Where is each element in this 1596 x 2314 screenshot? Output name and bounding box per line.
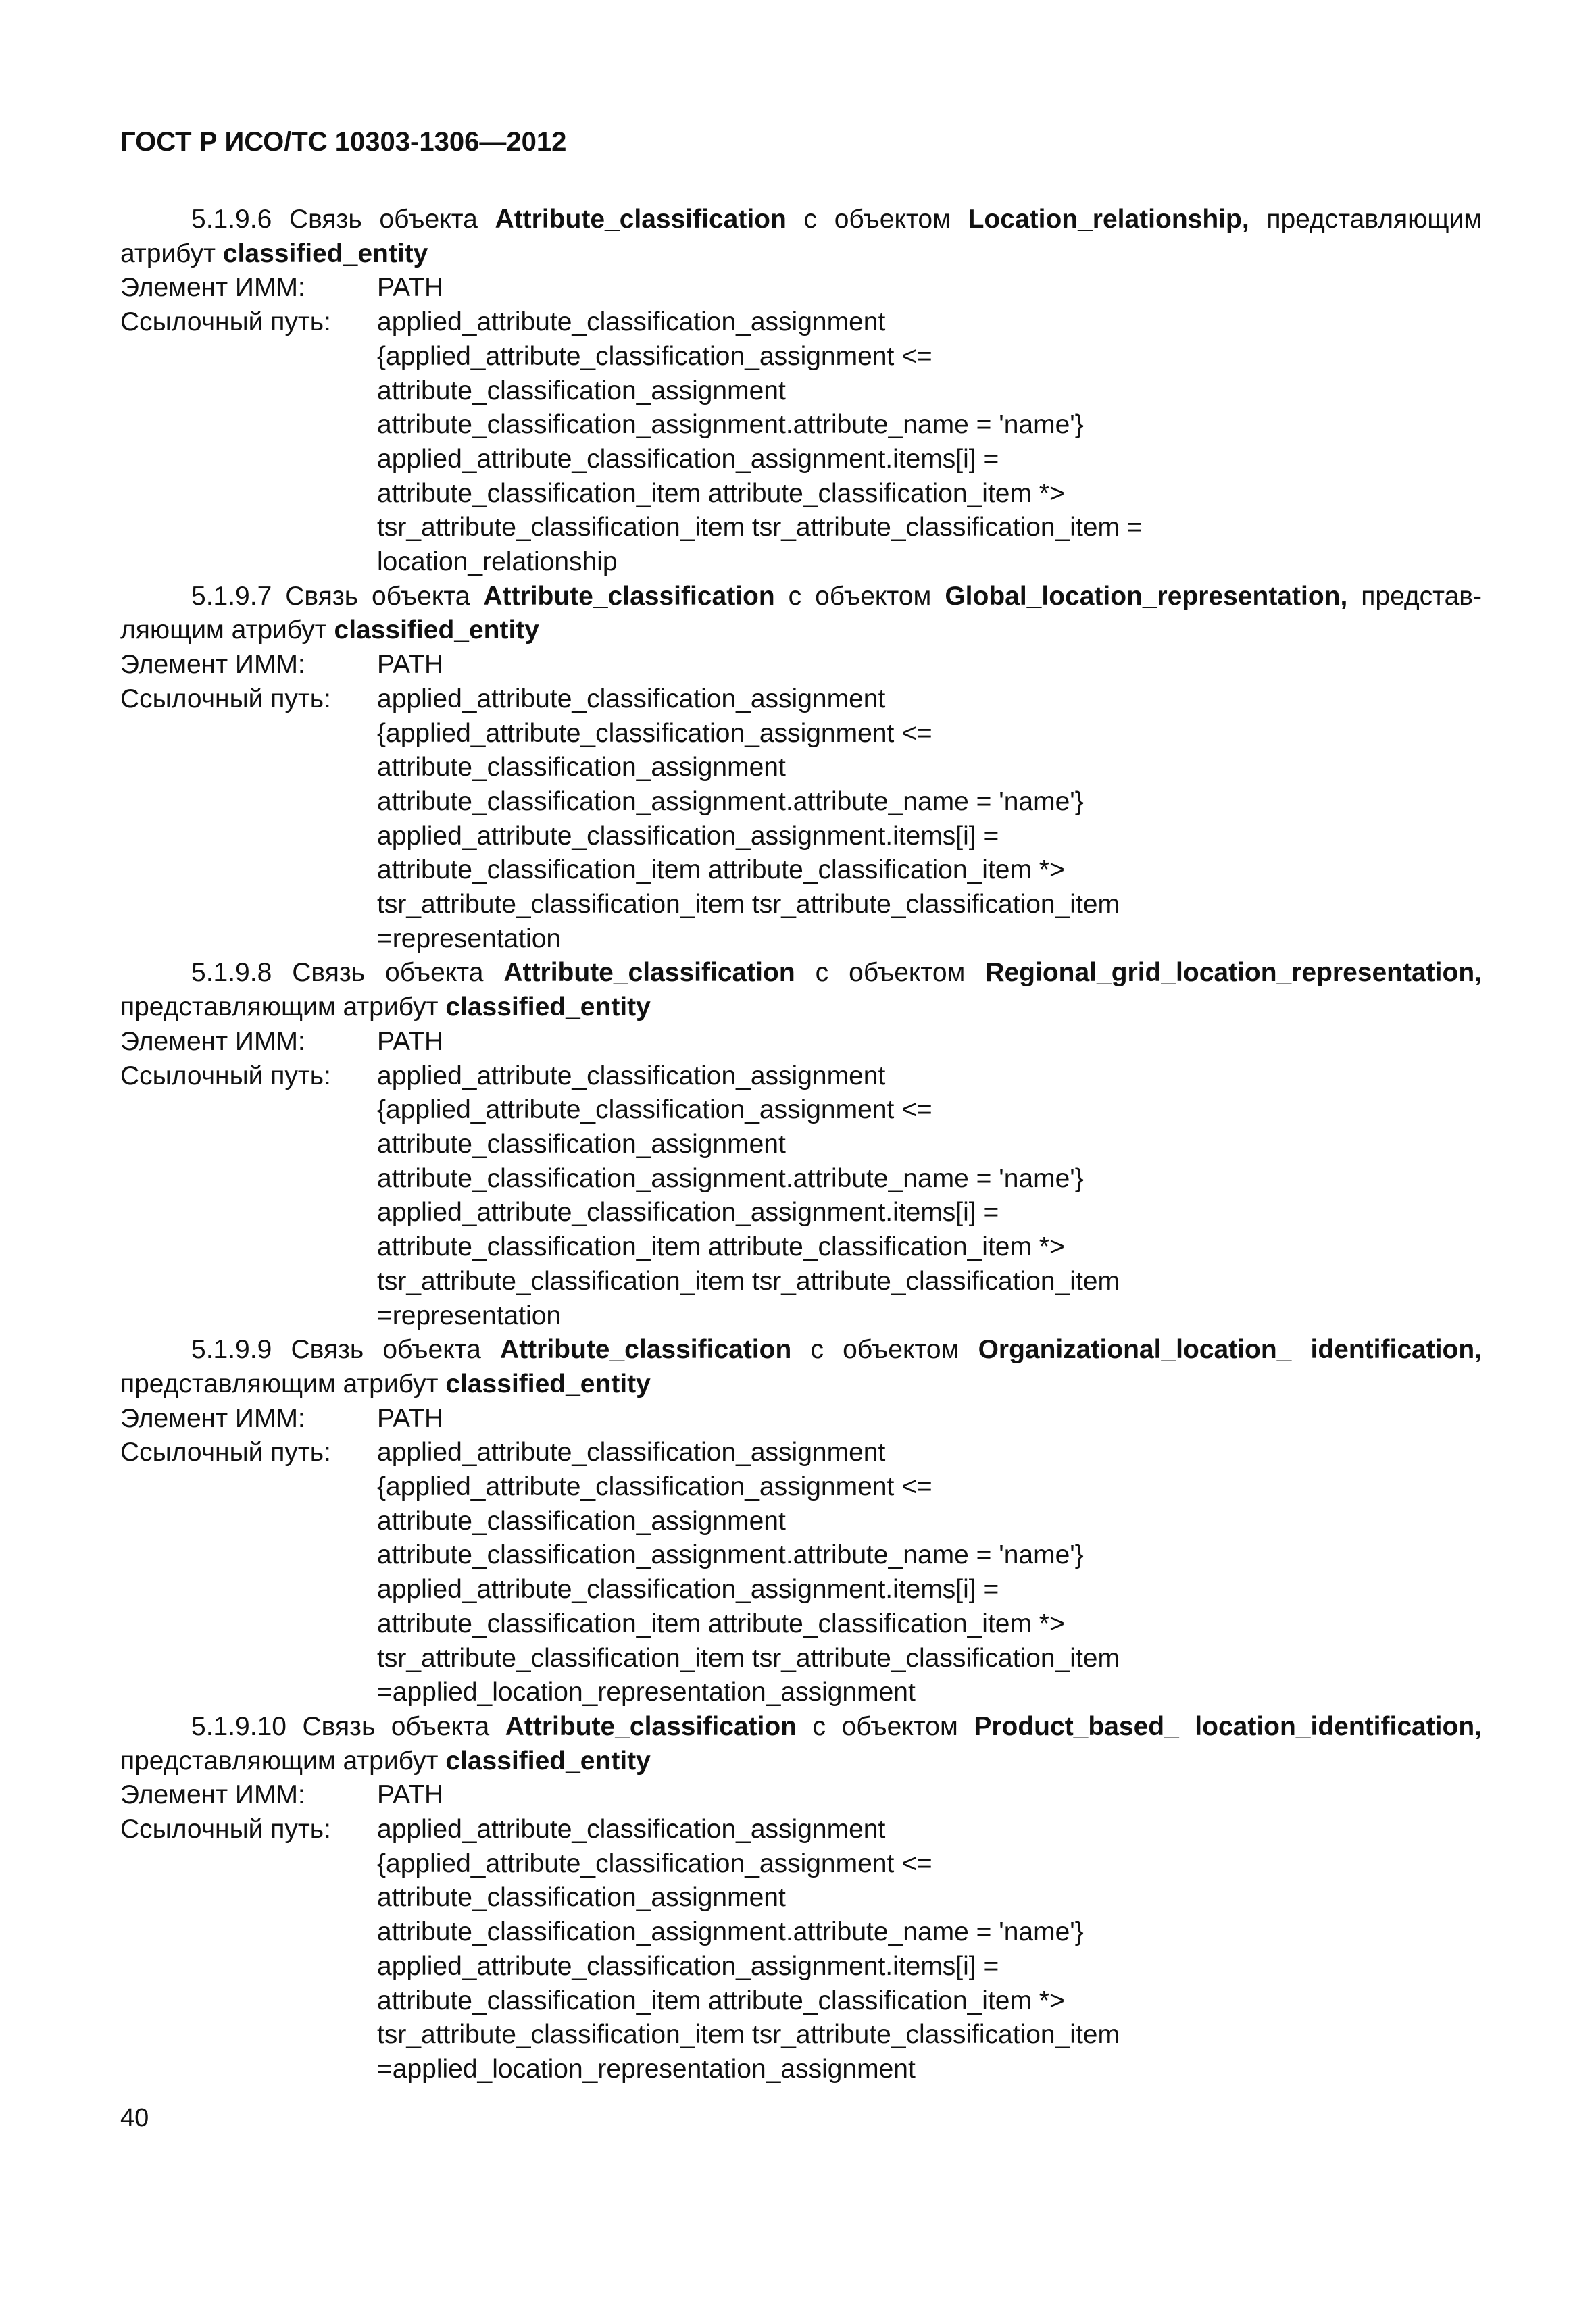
path-line: attribute_classification_assignment.attribute_name = 'name'} bbox=[377, 786, 1084, 816]
entity-name: Attribute_classification bbox=[505, 1711, 797, 1741]
path-line: attribute_classification_assignment.attribute_name = 'name'} bbox=[377, 1163, 1084, 1193]
target-entity: Global_location_representation, bbox=[945, 581, 1348, 611]
path-line: {applied_attribute_classification_assignment <= bbox=[377, 1095, 932, 1125]
reference-path-row bbox=[120, 682, 1482, 957]
target-entity: Location_relationship, bbox=[968, 205, 1249, 234]
aim-element-row bbox=[120, 1778, 1482, 1813]
entity-name: Attribute_classification bbox=[495, 205, 787, 234]
reference-path-row bbox=[120, 1813, 1482, 2087]
path-line: attribute_classification_item attribute_classification_item *> bbox=[377, 855, 1065, 885]
path-line: attribute_classification_assignment.attribute_name = 'name'} bbox=[377, 410, 1084, 440]
path-line: applied_attribute_classification_assignment.items[i] = bbox=[377, 1198, 999, 1228]
path-line: attribute_classification_assignment bbox=[377, 1129, 786, 1159]
path-line: {applied_attribute_classification_assignment <= bbox=[377, 1848, 932, 1878]
path-line: {applied_attribute_classification_assignment <= bbox=[377, 341, 932, 371]
path-line: attribute_classification_item attribute_classification_item *> bbox=[377, 1609, 1065, 1638]
section-heading: 5.1.9.10 Связь объекта Attribute_classification с объектом Product_based_ location_identification, представляющим атрибут classified_entity bbox=[120, 1711, 1482, 1776]
path-line: tsr_attribute_classification_item tsr_attribute_classification_item = bbox=[377, 513, 1143, 543]
aim-value: PATH bbox=[377, 1780, 444, 1810]
reference-path-label: Ссылочный путь: bbox=[120, 307, 331, 337]
section-number: 5.1.9.8 bbox=[191, 958, 272, 988]
attribute-name: classified_entity bbox=[334, 615, 539, 645]
aim-label: Элемент ИММ: bbox=[120, 1403, 305, 1433]
aim-label: Элемент ИММ: bbox=[120, 650, 305, 680]
section-heading: 5.1.9.6 Связь объекта Attribute_classification с объектом Location_relationship, представляющим атрибут classified_entity bbox=[120, 205, 1482, 268]
reference-path-label: Ссылочный путь: bbox=[120, 684, 331, 713]
aim-label: Элемент ИММ: bbox=[120, 1780, 305, 1810]
path-line: attribute_classification_assignment bbox=[377, 1883, 786, 1913]
section-number: 5.1.9.9 bbox=[191, 1335, 272, 1365]
entity-name: Attribute_classification bbox=[503, 958, 795, 988]
attribute-name: classified_entity bbox=[445, 1369, 651, 1399]
path-line: attribute_classification_assignment bbox=[377, 1506, 786, 1536]
section-5-1-9-6 bbox=[120, 203, 1482, 580]
target-entity: Product_based_ location_identification, bbox=[974, 1711, 1482, 1741]
path-line: applied_attribute_classification_assignment.items[i] = bbox=[377, 444, 999, 474]
aim-value: PATH bbox=[377, 1026, 444, 1056]
reference-path-row bbox=[120, 1059, 1482, 1334]
path-line: applied_attribute_classification_assignment bbox=[377, 1438, 886, 1467]
aim-value: PATH bbox=[377, 1403, 444, 1433]
attribute-name: classified_entity bbox=[445, 1746, 651, 1776]
reference-path-label: Ссылочный путь: bbox=[120, 1815, 331, 1844]
path-line: location_relationship bbox=[377, 547, 618, 577]
path-line: =representation bbox=[377, 1301, 562, 1330]
path-line: tsr_attribute_classification_item tsr_attribute_classification_item bbox=[377, 2020, 1120, 2050]
aim-element-row bbox=[120, 648, 1482, 682]
path-line: attribute_classification_item attribute_classification_item *> bbox=[377, 1986, 1065, 2015]
section-heading: 5.1.9.7 Связь объекта Attribute_classification с объектом Global_location_representation, представляющим атрибут classified_entity bbox=[120, 581, 1482, 645]
path-line: attribute_classification_assignment.attribute_name = 'name'} bbox=[377, 1540, 1084, 1570]
page-number: 40 bbox=[120, 2104, 149, 2132]
entity-name: Attribute_classification bbox=[500, 1335, 792, 1365]
aim-element-row bbox=[120, 1402, 1482, 1436]
path-line: tsr_attribute_classification_item tsr_attribute_classification_item bbox=[377, 890, 1120, 920]
path-line: applied_attribute_classification_assignment.items[i] = bbox=[377, 821, 999, 851]
section-heading: 5.1.9.9 Связь объекта Attribute_classification с объектом Organizational_location_ identification, представляющим атрибут classified_entity bbox=[120, 1335, 1482, 1399]
path-line: attribute_classification_assignment bbox=[377, 753, 786, 782]
path-line: applied_attribute_classification_assignment bbox=[377, 307, 886, 337]
path-line: tsr_attribute_classification_item tsr_attribute_classification_item bbox=[377, 1266, 1120, 1296]
path-line: applied_attribute_classification_assignment.items[i] = bbox=[377, 1951, 999, 1981]
section-5-1-9-10 bbox=[120, 1710, 1482, 2087]
path-line: applied_attribute_classification_assignment.items[i] = bbox=[377, 1575, 999, 1605]
reference-path bbox=[377, 305, 1482, 580]
path-line: attribute_classification_item attribute_classification_item *> bbox=[377, 1232, 1065, 1262]
aim-value: PATH bbox=[377, 273, 444, 303]
aim-value: PATH bbox=[377, 650, 444, 680]
path-line: =applied_location_representation_assignment bbox=[377, 2054, 916, 2084]
section-5-1-9-9 bbox=[120, 1333, 1482, 1710]
path-line: applied_attribute_classification_assignment bbox=[377, 684, 886, 713]
path-line: applied_attribute_classification_assignment bbox=[377, 1061, 886, 1090]
path-line: attribute_classification_item attribute_classification_item *> bbox=[377, 478, 1065, 508]
aim-label: Элемент ИММ: bbox=[120, 1026, 305, 1056]
reference-path-row bbox=[120, 305, 1482, 580]
reference-path bbox=[377, 1436, 1482, 1710]
reference-path-label: Ссылочный путь: bbox=[120, 1061, 331, 1090]
attribute-name: classified_entity bbox=[222, 238, 428, 268]
path-line: attribute_classification_assignment bbox=[377, 376, 786, 405]
reference-path bbox=[377, 1813, 1482, 2087]
target-entity: Regional_grid_location_representation, bbox=[985, 958, 1482, 988]
entity-name: Attribute_classification bbox=[483, 581, 775, 611]
section-heading: 5.1.9.8 Связь объекта Attribute_classification с объектом Regional_grid_location_representation, представляющим атрибут classified_entity bbox=[120, 958, 1482, 1022]
section-5-1-9-7 bbox=[120, 580, 1482, 957]
path-line: {applied_attribute_classification_assignment <= bbox=[377, 1472, 932, 1502]
path-line: {applied_attribute_classification_assignment <= bbox=[377, 718, 932, 748]
path-line: tsr_attribute_classification_item tsr_attribute_classification_item bbox=[377, 1643, 1120, 1673]
path-line: =representation bbox=[377, 924, 562, 953]
section-5-1-9-8 bbox=[120, 956, 1482, 1333]
section-number: 5.1.9.7 bbox=[191, 581, 272, 611]
aim-label: Элемент ИММ: bbox=[120, 273, 305, 303]
section-number: 5.1.9.6 bbox=[191, 205, 272, 234]
reference-path bbox=[377, 1059, 1482, 1334]
section-number: 5.1.9.10 bbox=[191, 1711, 286, 1741]
page-header: ГОСТ Р ИСО/ТС 10303-1306—2012 bbox=[120, 127, 567, 157]
document-body bbox=[120, 203, 1482, 2087]
path-line: applied_attribute_classification_assignment bbox=[377, 1815, 886, 1844]
target-entity: Organizational_location_ identification, bbox=[978, 1335, 1482, 1365]
reference-path bbox=[377, 682, 1482, 957]
aim-element-row bbox=[120, 271, 1482, 305]
reference-path-row bbox=[120, 1436, 1482, 1710]
path-line: attribute_classification_assignment.attribute_name = 'name'} bbox=[377, 1917, 1084, 1947]
attribute-name: classified_entity bbox=[445, 992, 651, 1022]
aim-element-row bbox=[120, 1025, 1482, 1059]
path-line: =applied_location_representation_assignment bbox=[377, 1678, 916, 1707]
reference-path-label: Ссылочный путь: bbox=[120, 1438, 331, 1467]
